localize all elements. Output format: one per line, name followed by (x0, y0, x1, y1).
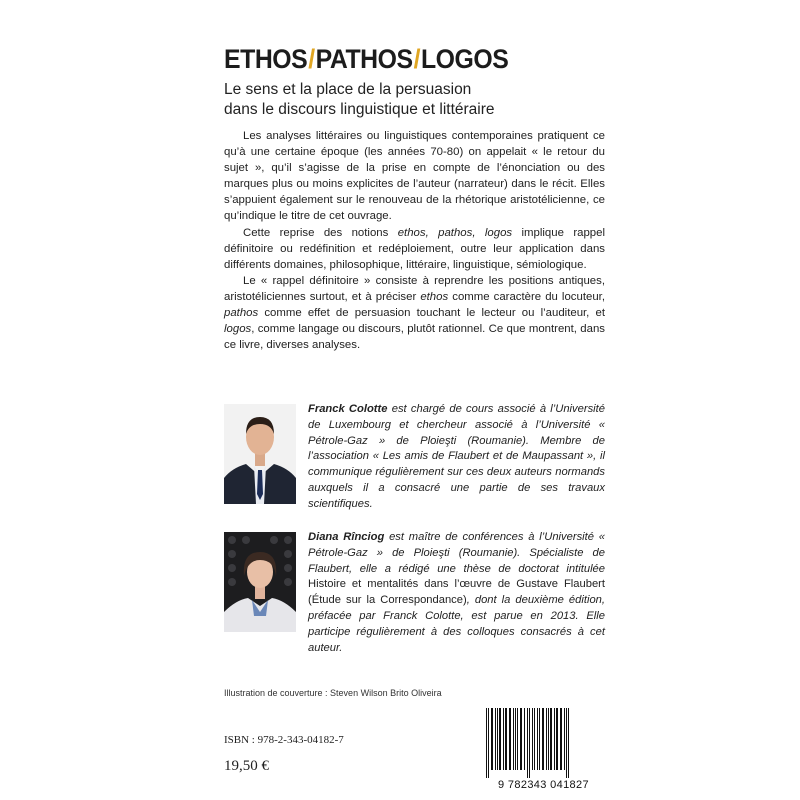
blurb-text: implique rappel définitoire ou redéfinition et redéploiement, outre leur application dans différents domaines, philosophique, littéraire, linguistique, sémiologique. (224, 226, 605, 271)
barcode-digits: 9 782343 041827 (498, 779, 589, 791)
barcode-bar (509, 708, 511, 770)
title-logos: LOGOS (420, 44, 509, 74)
barcode-bar (539, 708, 540, 770)
cover-illustration-credit: Illustration de couverture : Steven Wilson Brito Oliveira (224, 688, 442, 698)
barcode-bar (497, 708, 498, 770)
blurb-text: Le « rappel définitoire » consiste à reprendre les positions antiques, aristotéliciennes surtout, et à préciser (224, 274, 605, 303)
blurb-text: , comme langage ou discours, plutôt rationnel. Ce que montrent, dans ce livre, diverses analyses. (224, 323, 605, 352)
title-block (224, 44, 604, 120)
title-slash-1: / (308, 44, 315, 74)
blurb-paragraph-1: Les analyses littéraires ou linguistiques contemporaines pratiquent ce qu’à une certaine époque (les années 70-80) on appelait « le retour du sujet », qu’il s’agisse de la prise en compte de l’énonciation ou des marques plus ou moins explicites de l’auteur (narrateur) dans le récit. Elles s’appuient également sur le renouveau de la rhétorique aristotélicienne, ce qu’indique le titre de cet ouvrage. (224, 130, 605, 223)
subtitle-line-1: Le sens et la place de la persuasion (224, 81, 472, 98)
title-pathos: PATHOS (315, 44, 413, 74)
barcode-bar (515, 708, 516, 770)
author-photo-rinciog (224, 532, 296, 632)
barcode-bar (542, 708, 544, 770)
barcode-bar (532, 708, 533, 770)
barcode-bar (491, 708, 493, 770)
barcode-bar (554, 708, 555, 770)
author-name-colotte: Franck Colotte (308, 403, 388, 415)
barcode-bar (488, 708, 489, 778)
barcode-bar (513, 708, 514, 770)
blurb-text: comme effet de persuasion touchant le lecteur ou l’auditeur, et (258, 307, 605, 320)
barcode-bar (529, 708, 530, 778)
barcode-bar (534, 708, 535, 770)
title-ethos: ETHOS (224, 44, 308, 74)
book-title (224, 44, 574, 74)
barcode-bar (546, 708, 547, 770)
author-photo-colotte (224, 404, 296, 504)
barcode-bar (537, 708, 538, 770)
barcode-bar (520, 708, 522, 770)
barcode-bar (505, 708, 507, 770)
author-bio-colotte (308, 402, 605, 513)
blurb-paragraph-2 (224, 225, 605, 273)
barcode-bar (550, 708, 552, 770)
barcode-bar (568, 708, 569, 778)
barcode-bar (560, 708, 562, 770)
barcode-bar (517, 708, 518, 770)
blurb-italic-pathos: pathos (224, 307, 259, 320)
barcode-bar (548, 708, 549, 770)
blurb-italic-logos: logos (224, 323, 252, 336)
barcode-bar (556, 708, 558, 770)
barcode-bar (499, 708, 501, 770)
blurb-paragraph-3 (224, 273, 605, 353)
author-bio-rinciog (308, 530, 605, 656)
author-bio-text: , dont la deuxième édition, préfacée par Franck Colotte, est parue en 2013. Elle participe régulièrement à des colloques consacrés à cet auteur. (308, 594, 606, 654)
subtitle-line-2: dans le discours linguistique et littéraire (224, 101, 495, 118)
author-bio-text: est chargé de cours associé à l’Université de Luxembourg et chercheur associé à l’Université « Pétrole-Gaz » de Ploieşti (Roumanie). Membre de l’association « Les amis de Flaubert et de Maupassant », il communique régulièrement sur ces deux auteurs normands auxquels il a consacré une partie de ses travaux scientifiques. (308, 403, 605, 510)
book-subtitle (224, 80, 604, 120)
barcode-bar (527, 708, 528, 778)
blurb-italic-notions: ethos, pathos, logos (397, 226, 513, 239)
blurb-italic-ethos: ethos (420, 290, 449, 303)
blurb-text: comme caractère du locuteur, (448, 290, 605, 303)
barcode-bar (495, 708, 496, 770)
author-bio-text: est maître de conférences à l’Université « Pétrole-Gaz » de Ploieşti (Roumanie). Spécialiste de Flaubert, elle a rédigé une thèse de doctorat intitulée (308, 531, 605, 575)
barcode-bar (566, 708, 567, 778)
title-slash-2: / (413, 44, 421, 74)
thesis-title: Histoire et mentalités dans l’œuvre de Gustave Flaubert (Étude sur la Correspondance) (308, 578, 605, 607)
price: 19,50 € (224, 758, 269, 774)
blurb-text: Cette reprise des notions (243, 226, 398, 239)
barcode-bar (503, 708, 504, 770)
blurb (224, 128, 605, 353)
barcode-bar (486, 708, 487, 778)
barcode-bar (524, 708, 525, 770)
isbn: ISBN : 978-2-343-04182-7 (224, 734, 344, 746)
author-name-rinciog: Diana Rînciog (308, 531, 385, 543)
barcode-bar (564, 708, 565, 770)
